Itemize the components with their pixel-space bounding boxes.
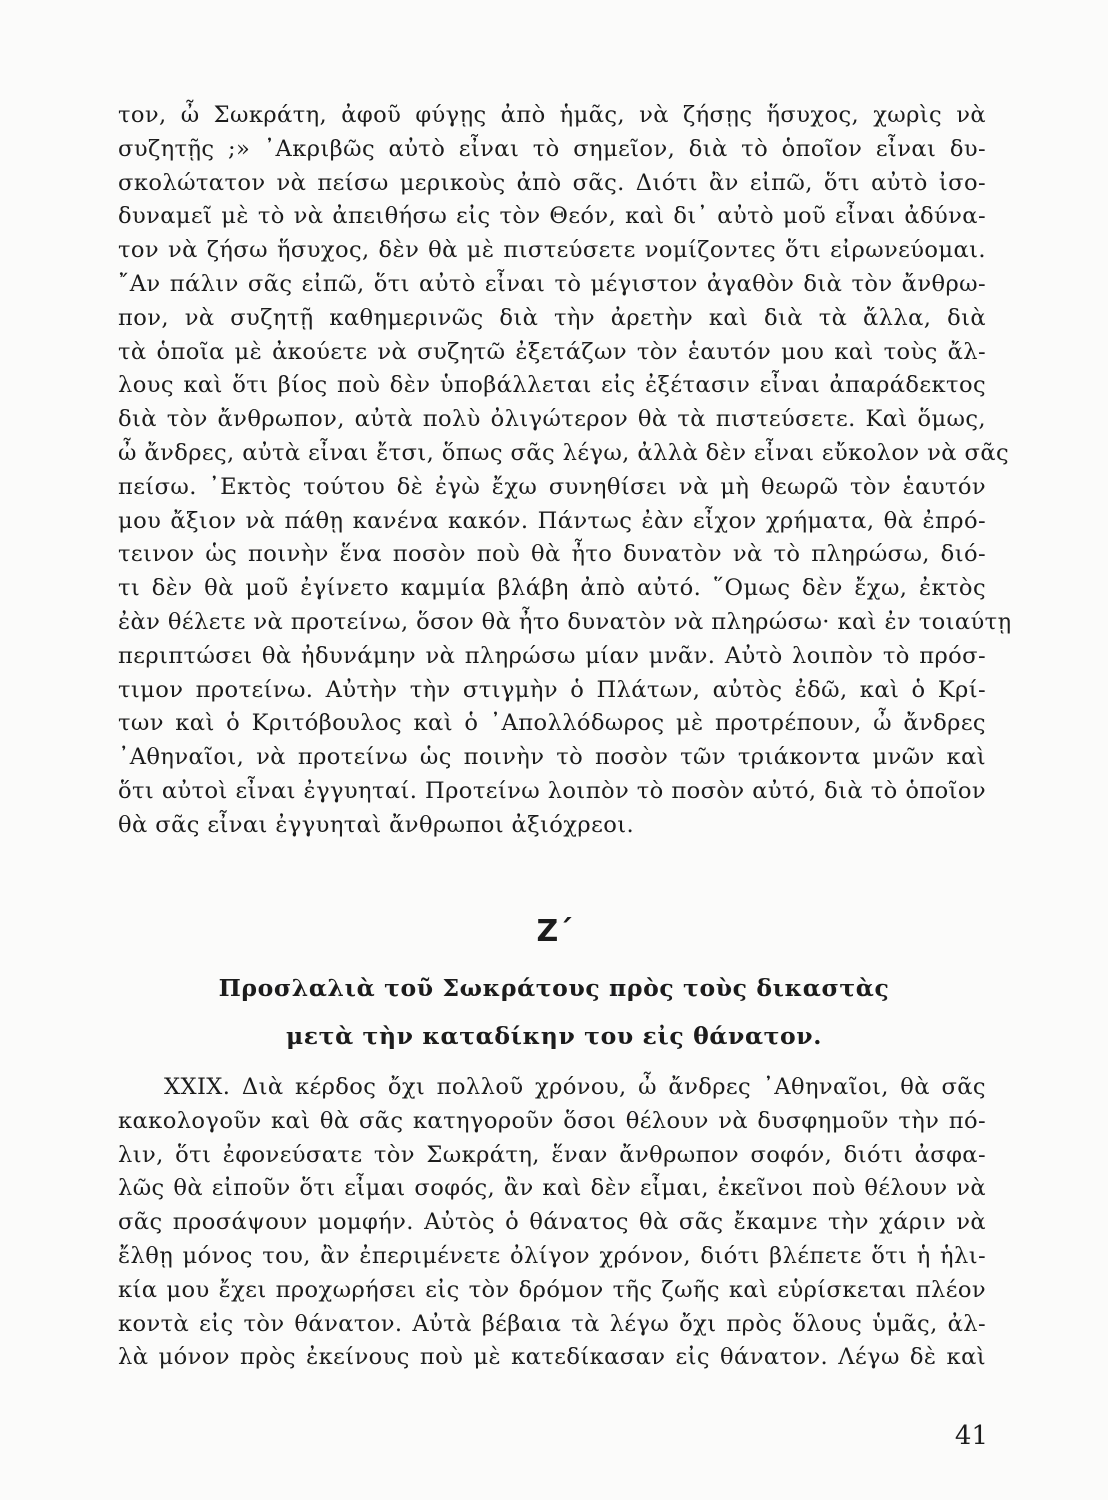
text-line: κακολογοῦν καὶ θὰ σᾶς κατηγοροῦν ὅσοι θέλουν νὰ δυσφημοῦν τὴν πό- (118, 1107, 986, 1134)
text-line: ἔλθῃ μόνος του, ἂν ἐπεριμένετε ὀλίγον χρόνον, διότι βλέπετε ὅτι ἡ ἡλι- (118, 1242, 986, 1269)
text-line: τεινον ὡς ποινὴν ἕνα ποσὸν ποὺ θὰ ἦτο δυνατὸν νὰ τὸ πληρώσω, διό- (118, 541, 986, 568)
text-line: διὰ τὸν ἄνθρωπον, αὐτὰ πολὺ ὀλιγώτερον θὰ τὰ πιστεύσετε. Καὶ ὅμως, (118, 406, 986, 433)
text-line: τον, ὦ Σωκράτη, ἀφοῦ φύγῃς ἀπὸ ἡμᾶς, νὰ ζήσῃς ἥσυχος, χωρὶς νὰ (118, 102, 986, 128)
text-line: μου ἄξιον νὰ πάθῃ κανένα κακόν. Πάντως ἐὰν εἶχον χρήματα, θὰ ἐπρό- (118, 507, 986, 534)
top-paragraph (118, 99, 1012, 843)
text-line: ἐὰν θέλετε νὰ προτείνω, ὅσον θὰ ἦτο δυνατὸν νὰ πληρώσω· καὶ ἐν τοιαύτῃ (118, 608, 1012, 635)
text-line: κία μου ἔχει προχωρήσει εἰς τὸν δρόμον τῆς ζωῆς καὶ εὑρίσκεται πλέον (118, 1276, 986, 1303)
text-line: θὰ σᾶς εἶναι ἐγγυηταὶ ἄνθρωποι ἀξιόχρεοι. (118, 811, 635, 838)
text-line: λιν, ὅτι ἐφονεύσατε τὸν Σωκράτη, ἕναν ἄνθρωπον σοφόν, διότι ἀσφα- (118, 1141, 986, 1168)
text-line: λους καὶ ὅτι βίος ποὺ δὲν ὑποβάλλεται εἰς ἐξέτασιν εἶναι ἀπαράδεκτος (118, 372, 986, 399)
text-line: περιπτώσει θὰ ἠδυνάμην νὰ πληρώσω μίαν μνᾶν. Αὐτὸ λοιπὸν τὸ πρόσ- (118, 642, 986, 669)
text-line: τὰ ὁποῖα μὲ ἀκούετε νὰ συζητῶ ἐξετάζων τὸν ἑαυτόν μου καὶ τοὺς ἄλ- (118, 338, 986, 365)
section-marker: Ζ΄ (536, 914, 572, 949)
section-title-line: Προσλαλιὰ τοῦ Σωκράτους πρὸς τοὺς δικαστὰς (218, 974, 890, 1002)
text-line: ὦ ἄνδρες, αὐτὰ εἶναι ἔτσι, ὅπως σᾶς λέγω, ἀλλὰ δὲν εἶναι εὔκολον νὰ σᾶς (118, 439, 1010, 466)
text-line: ΧΧΙΧ. Διὰ κέρδος ὄχι πολλοῦ χρόνου, ὦ ἄνδρες ᾿Αθηναῖοι, θὰ σᾶς (164, 1074, 986, 1100)
text-line: λὰ μόνον πρὸς ἐκείνους ποὺ μὲ κατεδίκασαν εἰς θάνατον. Λέγω δὲ καὶ (118, 1344, 986, 1371)
text-line: ῎Αν πάλιν σᾶς εἰπῶ, ὅτι αὐτὸ εἶναι τὸ μέγιστον ἀγαθὸν διὰ τὸν ἄνθρω- (118, 270, 986, 297)
text-line: πον, νὰ συζητῇ καθημερινῶς διὰ τὴν ἀρετὴν καὶ διὰ τὰ ἄλλα, διὰ (118, 304, 986, 331)
section-title-line: μετὰ τὴν καταδίκην του εἰς θάνατον. (285, 1022, 822, 1050)
text-line: κοντὰ εἰς τὸν θάνατον. Αὐτὰ βέβαια τὰ λέγω ὄχι πρὸς ὅλους ὑμᾶς, ἀλ- (118, 1310, 986, 1337)
text-line: των καὶ ὁ Κριτόβουλος καὶ ὁ ᾿Απολλόδωρος μὲ προτρέπουν, ὦ ἄνδρες (118, 710, 986, 737)
text-line: τιμον προτείνω. Αὐτὴν τὴν στιγμὴν ὁ Πλάτων, αὐτὸς ἐδῶ, καὶ ὁ Κρί- (118, 676, 986, 703)
text-line: ᾿Αθηναῖοι, νὰ προτείνω ὡς ποινὴν τὸ ποσὸν τῶν τριάκοντα μνῶν καὶ (118, 744, 986, 771)
page-number: 41 (954, 1421, 988, 1451)
text-line: λῶς θὰ εἰποῦν ὅτι εἶμαι σοφός, ἂν καὶ δὲν εἶμαι, ἐκεῖνοι ποὺ θέλουν νὰ (118, 1175, 986, 1202)
text-line: πείσω. ᾿Εκτὸς τούτου δὲ ἐγὼ ἔχω συνηθίσει νὰ μὴ θεωρῶ τὸν ἑαυτόν (118, 473, 986, 500)
text-line: σκολώτατον νὰ πείσω μερικοὺς ἀπὸ σᾶς. Διότι ἂν εἰπῶ, ὅτι αὐτὸ ἰσο- (118, 169, 986, 196)
text-line: ὅτι αὐτοὶ εἶναι ἐγγυηταί. Προτείνω λοιπὸν τὸ ποσὸν αὐτό, διὰ τὸ ὁποῖον (118, 777, 986, 804)
bottom-paragraph (118, 1071, 986, 1375)
text-line: τι δὲν θὰ μοῦ ἐγίνετο καμμία βλάβη ἀπὸ αὐτό. ῞Ομως δὲν ἔχω, ἐκτὸς (118, 575, 986, 602)
text-line: σᾶς προσάψουν μομφήν. Αὐτὸς ὁ θάνατος θὰ σᾶς ἔκαμνε τὴν χάριν νὰ (118, 1209, 986, 1236)
text-line: συζητῇς ;» ᾿Ακριβῶς αὐτὸ εἶναι τὸ σημεῖον, διὰ τὸ ὁποῖον εἶναι δυ- (118, 135, 986, 162)
text-line: τον νὰ ζήσω ἥσυχος, δὲν θὰ μὲ πιστεύσετε νομίζοντες ὅτι εἰρωνεύομαι. (118, 237, 986, 264)
text-line: δυναμεῖ μὲ τὸ νὰ ἀπειθήσω εἰς τὸν Θεόν, καὶ δι᾿ αὐτὸ μοῦ εἶναι ἀδύνα- (118, 203, 986, 230)
